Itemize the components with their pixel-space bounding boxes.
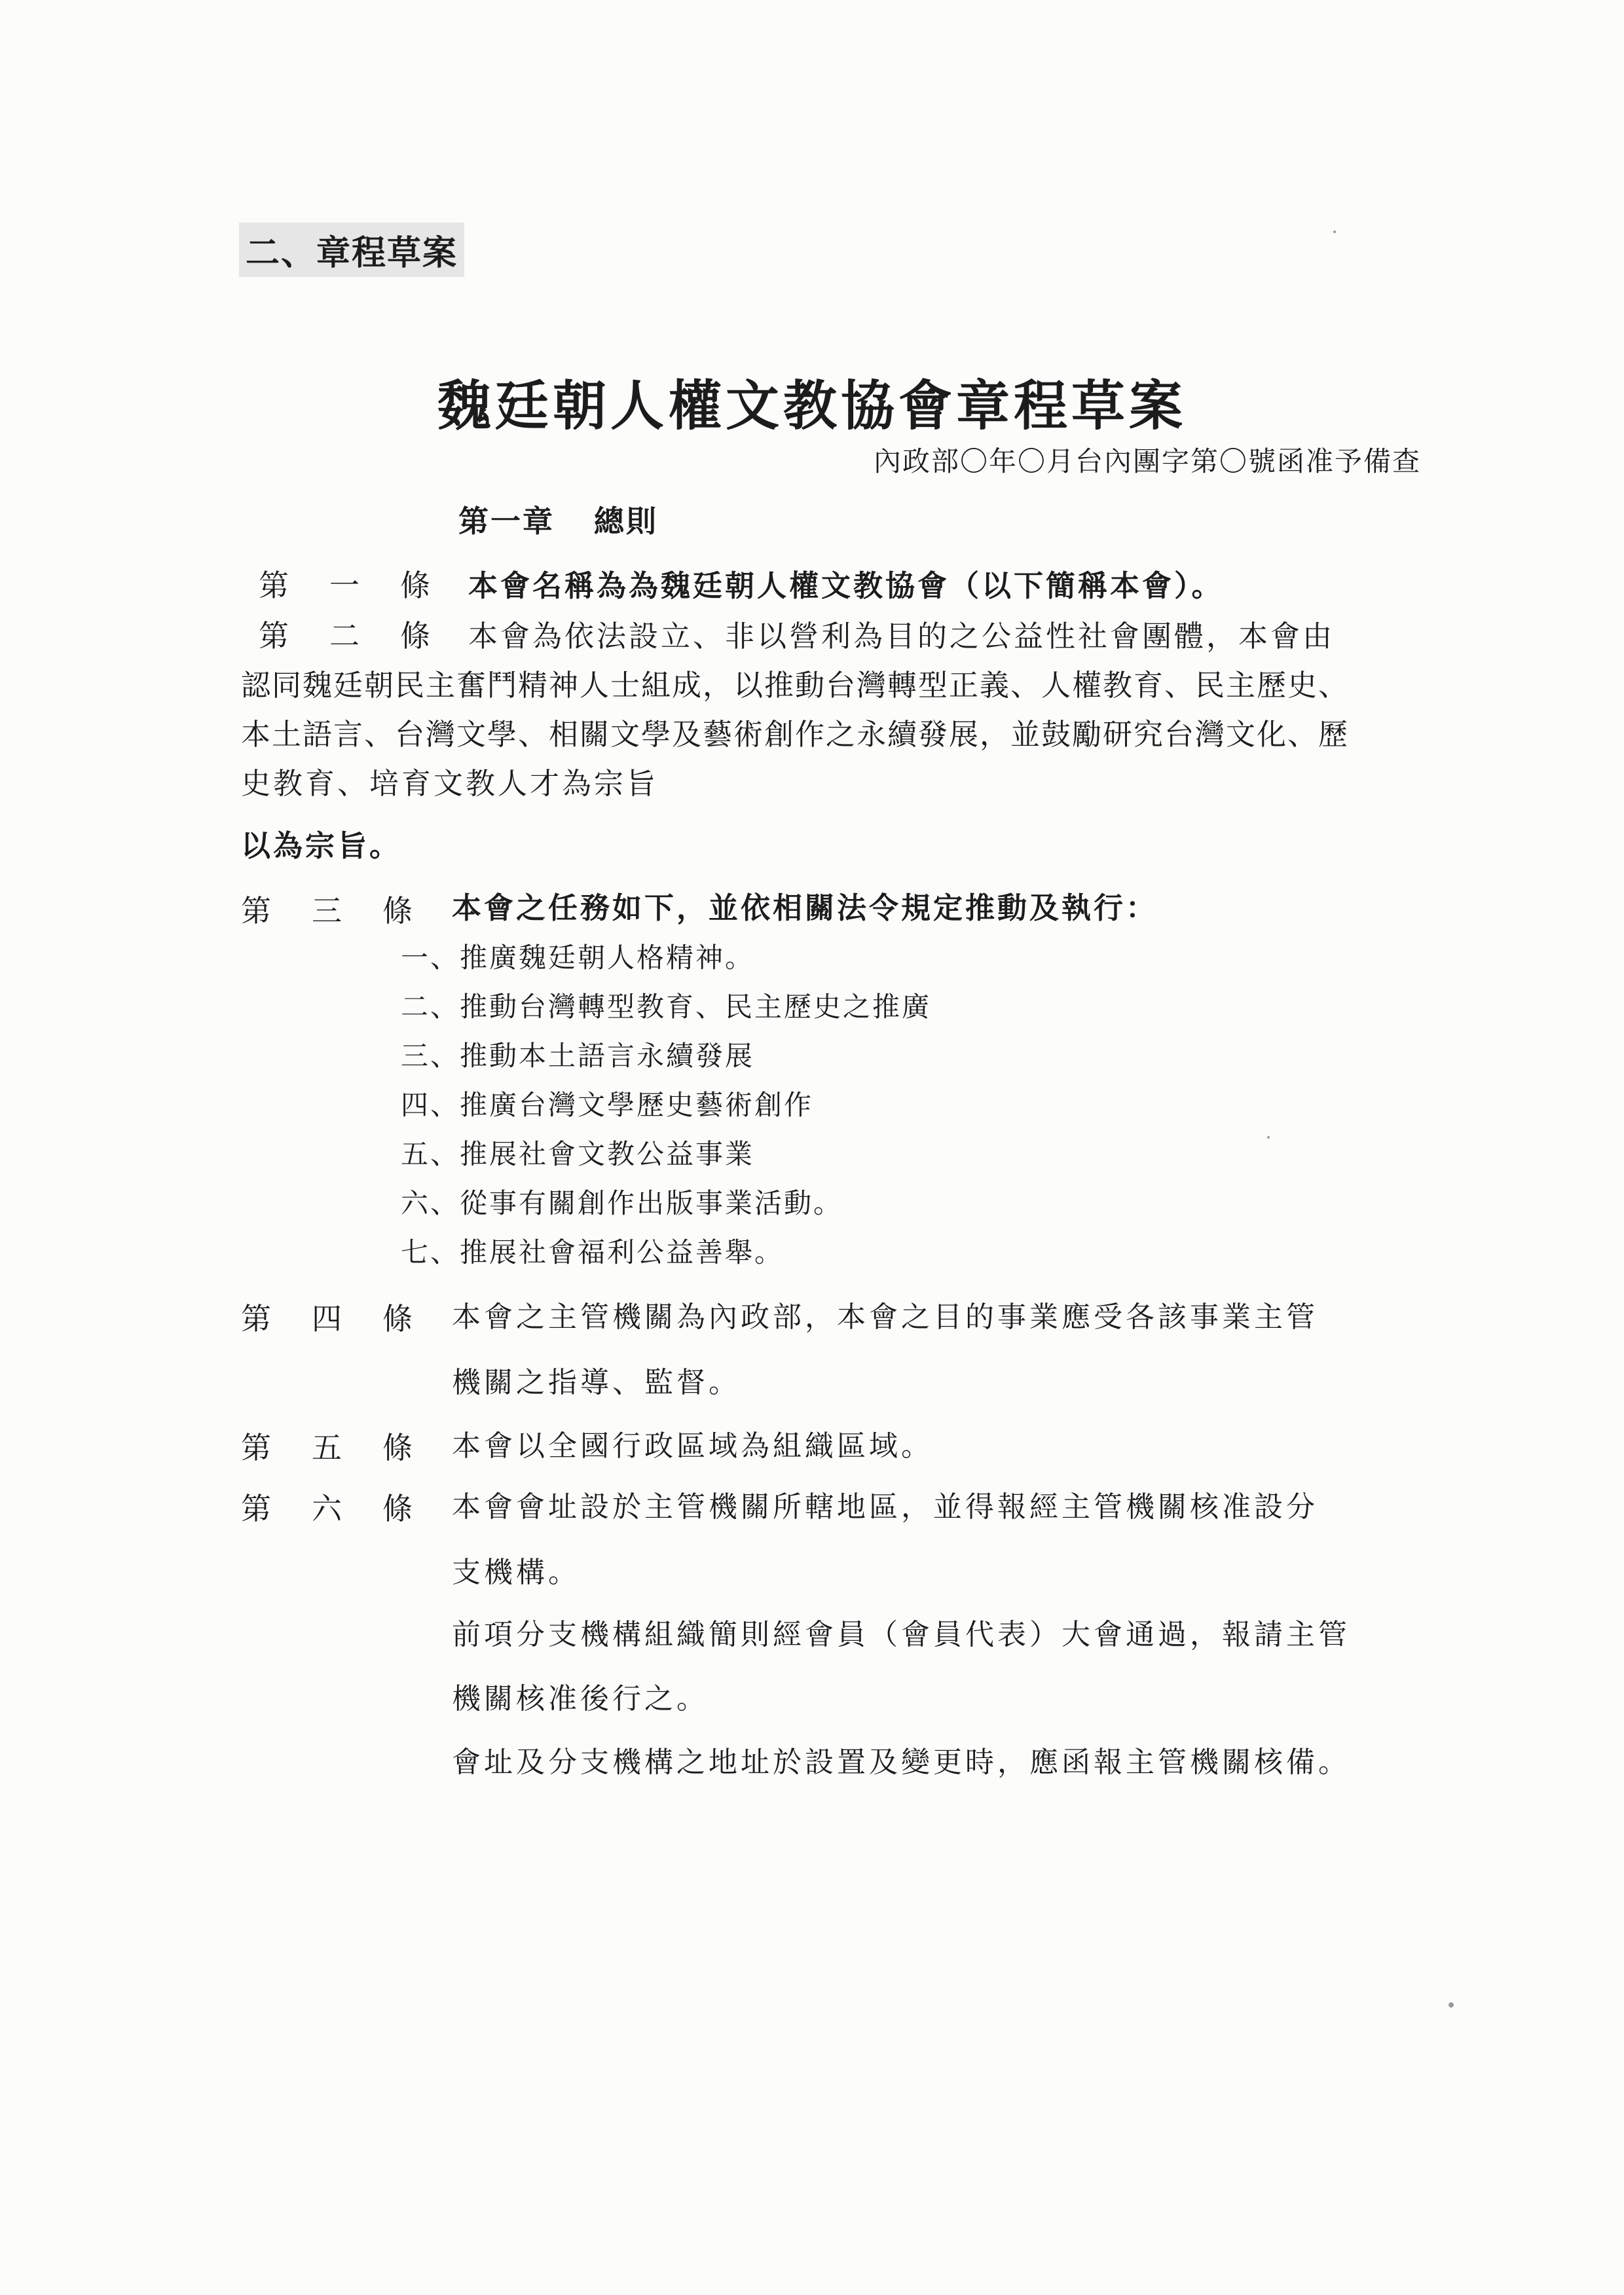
article-1-text: 本會名稱為為魏廷朝人權文教協會（以下簡稱本會）。 xyxy=(468,568,1224,603)
list-item: 七、推展社會福利公益善舉。 xyxy=(401,1236,784,1268)
article-6-line: 本會會址設於主管機關所轄地區，並得報經主管機關核准設分 xyxy=(452,1490,1318,1524)
article-6-line: 前項分支機構組織簡則經會員（會員代表）大會通過，報請主管 xyxy=(452,1618,1350,1651)
scan-speck xyxy=(1449,2002,1454,2008)
list-item: 二、推動台灣轉型教育、民主歷史之推廣 xyxy=(401,991,932,1023)
list-item: 四、推廣台灣文學歷史藝術創作 xyxy=(401,1089,814,1121)
article-2-line: 認同魏廷朝民主奮鬥精神人士組成，以推動台灣轉型正義、人權教育、民主歷史、 xyxy=(241,668,1350,703)
article-3-text: 本會之任務如下，並依相關法令規定推動及執行： xyxy=(452,890,1158,925)
article-6-line: 機關核准後行之。 xyxy=(452,1682,709,1716)
chapter-label: 第一章 xyxy=(458,504,555,539)
article-5-text: 本會以全國行政區域為組織區域。 xyxy=(452,1429,933,1463)
article-2-label: 第 二 條 xyxy=(259,618,430,653)
article-1-label: 第 一 條 xyxy=(259,568,430,603)
document-title: 魏廷朝人權文教協會章程草案 xyxy=(437,375,1187,437)
article-6-label: 第 六 條 xyxy=(241,1491,413,1526)
list-item: 三、推動本土語言永續發展 xyxy=(401,1040,755,1072)
article-2-line: 本土語言、台灣文學、相關文學及藝術創作之永續發展，並鼓勵研究台灣文化、歷 xyxy=(241,717,1350,752)
chapter-name: 總則 xyxy=(594,504,658,539)
list-item: 一、推廣魏廷朝人格精神。 xyxy=(401,942,755,974)
approval-line: 內政部〇年〇月台內團字第〇號函准予備查 xyxy=(873,445,1421,477)
article-4-label: 第 四 條 xyxy=(241,1301,413,1336)
article-3-label: 第 三 條 xyxy=(241,893,413,928)
article-4-line: 機關之指導、監督。 xyxy=(452,1366,741,1399)
list-item: 五、推展社會文教公益事業 xyxy=(401,1138,755,1170)
article-2-tail: 以為宗旨。 xyxy=(241,828,402,863)
scan-speck xyxy=(1333,230,1336,233)
scan-speck xyxy=(1267,1136,1270,1139)
article-4-line: 本會之主管機關為內政部，本會之目的事業應受各該事業主管 xyxy=(452,1300,1318,1334)
article-6-line: 支機構。 xyxy=(452,1556,580,1589)
article-2-line: 史教育、培育文教人才為宗旨 xyxy=(241,766,659,801)
list-item: 六、從事有關創作出版事業活動。 xyxy=(401,1187,843,1219)
article-2-line: 本會為依法設立、非以營利為目的之公益性社會團體，本會由 xyxy=(468,619,1335,653)
section-heading: 二、章程草案 xyxy=(239,223,464,277)
chapter-heading xyxy=(458,498,658,541)
article-5-label: 第 五 條 xyxy=(241,1430,413,1465)
article-6-line: 會址及分支機構之地址於設置及變更時，應函報主管機關核備。 xyxy=(452,1746,1350,1779)
